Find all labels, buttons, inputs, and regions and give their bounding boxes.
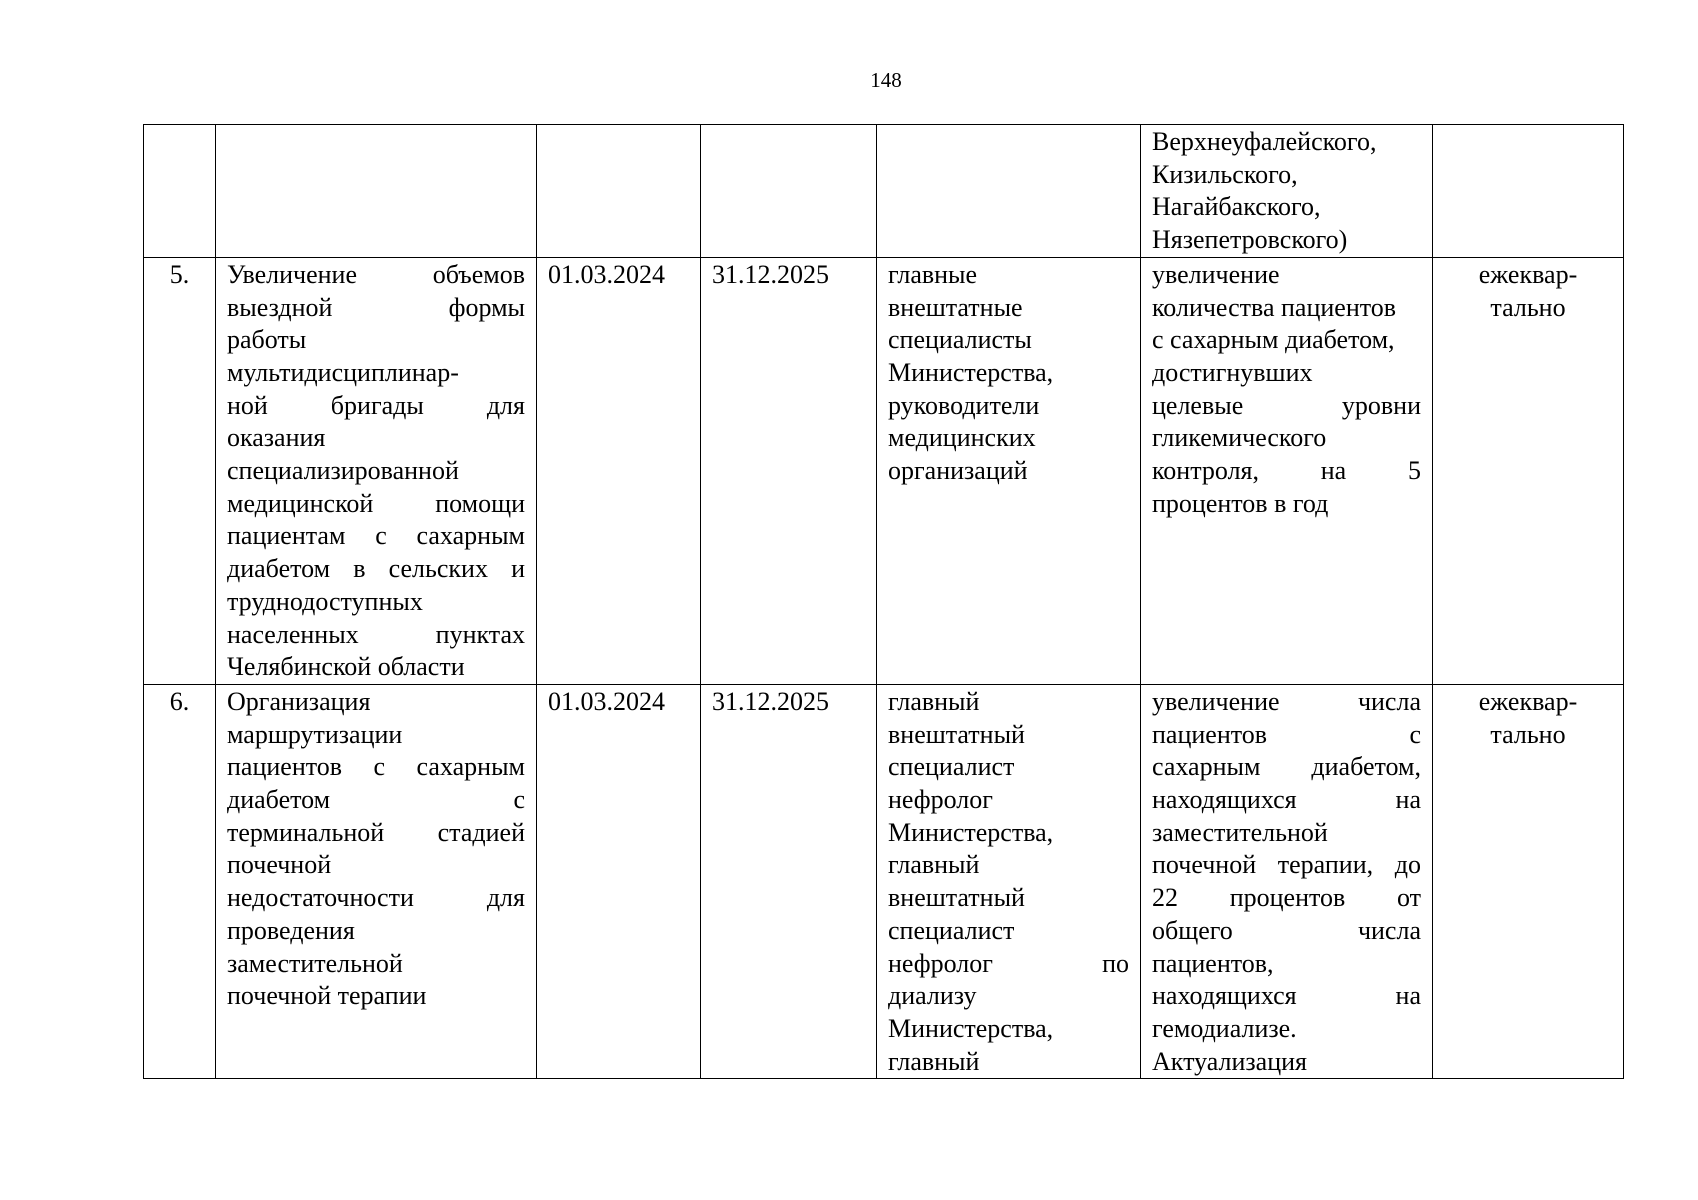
- result-line: находящихся на: [1152, 981, 1421, 1011]
- result-line: процентов в год: [1152, 488, 1329, 518]
- responsible-line: Министерства,: [888, 357, 1054, 387]
- result-cell: [1141, 257, 1433, 684]
- responsible-line: специалист: [888, 752, 1015, 782]
- row-number: 5.: [144, 257, 216, 684]
- result-line: находящихся на: [1152, 785, 1421, 815]
- start-date: [537, 125, 701, 258]
- event-line: медицинской помощи: [227, 488, 525, 518]
- responsible-cell: [877, 684, 1141, 1078]
- table-row: [144, 125, 1624, 258]
- responsible-cell: [877, 125, 1141, 258]
- table-row: [144, 257, 1624, 684]
- responsible-line: специалист: [888, 915, 1015, 945]
- result-line: Кизильского,: [1152, 159, 1298, 189]
- result-line: сахарным диабетом,: [1152, 752, 1421, 782]
- responsible-line: организаций: [888, 456, 1028, 486]
- frequency-line: ежеквар-: [1478, 259, 1578, 289]
- event-line: диабетом в сельских и: [227, 554, 525, 584]
- responsible-line: внештатный: [888, 719, 1025, 749]
- responsible-line: главный: [888, 1046, 980, 1076]
- result-cell: [1141, 125, 1433, 258]
- start-date: 01.03.2024: [537, 684, 701, 1078]
- event-line: мультидисциплинар-: [227, 357, 459, 387]
- result-line: достигнувших: [1152, 357, 1313, 387]
- responsible-line: внештатный: [888, 883, 1025, 913]
- responsible-line: главные: [888, 259, 978, 289]
- result-line: количества пациентов: [1152, 292, 1397, 322]
- page-number: 148: [870, 68, 902, 92]
- result-line: целевые уровни: [1152, 390, 1421, 420]
- responsible-line: специалисты: [888, 325, 1032, 355]
- event-line: пациентов с сахарным: [227, 752, 525, 782]
- result-line: гликемического: [1152, 423, 1327, 453]
- event-line: Организация: [227, 686, 371, 716]
- event-line: терминальной стадией: [227, 817, 525, 847]
- result-line: пациентов с: [1152, 719, 1421, 749]
- result-line: гемодиализе.: [1152, 1013, 1297, 1043]
- event-line: почечной терапии: [227, 981, 427, 1011]
- start-date: 01.03.2024: [537, 257, 701, 684]
- frequency-cell: [1433, 257, 1624, 684]
- responsible-line: главный: [888, 850, 980, 880]
- result-line: 22 процентов от: [1152, 883, 1421, 913]
- event-line: населенных пунктах: [227, 619, 525, 649]
- event-line: пациентам с сахарным: [227, 521, 525, 551]
- event-line: недостаточности для: [227, 883, 525, 913]
- event-line: работы: [227, 325, 307, 355]
- frequency-line: ежеквар-: [1478, 686, 1578, 716]
- responsible-line: главный: [888, 686, 980, 716]
- event-line: труднодоступных: [227, 586, 423, 616]
- result-line: Нагайбакского,: [1152, 192, 1321, 222]
- result-line: Верхнеуфалейского,: [1152, 127, 1377, 156]
- event-line: Челябинской области: [227, 652, 465, 682]
- frequency-cell: [1433, 684, 1624, 1078]
- responsible-line: Министерства,: [888, 817, 1054, 847]
- frequency-line: тально: [1490, 292, 1566, 322]
- result-line: заместительной: [1152, 817, 1328, 847]
- responsible-line: внештатные: [888, 292, 1023, 322]
- result-line: контроля, на 5: [1152, 456, 1421, 486]
- responsible-line: нефролог по: [888, 948, 1129, 978]
- responsible-line: медицинских: [888, 423, 1036, 453]
- table-row: [144, 684, 1624, 1078]
- responsible-line: Министерства,: [888, 1013, 1054, 1043]
- result-cell: [1141, 684, 1433, 1078]
- event-line: маршрутизации: [227, 719, 403, 749]
- result-line: почечной терапии, до: [1152, 850, 1421, 880]
- result-line: увеличение числа: [1152, 686, 1421, 716]
- responsible-cell: [877, 257, 1141, 684]
- row-number: 6.: [144, 684, 216, 1078]
- end-date: 31.12.2025: [701, 257, 877, 684]
- event-line: проведения: [227, 915, 355, 945]
- event-cell: [216, 684, 537, 1078]
- result-line: пациентов,: [1152, 948, 1274, 978]
- event-line: ной бригады для: [227, 390, 525, 420]
- event-line: выездной формы: [227, 292, 525, 322]
- result-line: увеличение: [1152, 259, 1280, 289]
- event-line: оказания: [227, 423, 326, 453]
- result-line: с сахарным диабетом,: [1152, 325, 1395, 355]
- responsible-line: нефролог: [888, 785, 993, 815]
- frequency-line: тально: [1490, 719, 1566, 749]
- event-line: специализированной: [227, 456, 459, 486]
- event-cell: [216, 125, 537, 258]
- event-line: диабетом с: [227, 785, 525, 815]
- row-number: [144, 125, 216, 258]
- event-line: почечной: [227, 850, 332, 880]
- frequency-cell: [1433, 125, 1624, 258]
- event-cell: [216, 257, 537, 684]
- activities-table: [143, 124, 1624, 1079]
- responsible-line: руководители: [888, 390, 1040, 420]
- result-line: Нязепетровского): [1152, 225, 1348, 255]
- responsible-line: диализу: [888, 981, 977, 1011]
- event-line: Увеличение объемов: [227, 259, 525, 289]
- end-date: 31.12.2025: [701, 684, 877, 1078]
- result-line: общего числа: [1152, 915, 1421, 945]
- result-line: Актуализация: [1152, 1046, 1307, 1076]
- end-date: [701, 125, 877, 258]
- event-line: заместительной: [227, 948, 403, 978]
